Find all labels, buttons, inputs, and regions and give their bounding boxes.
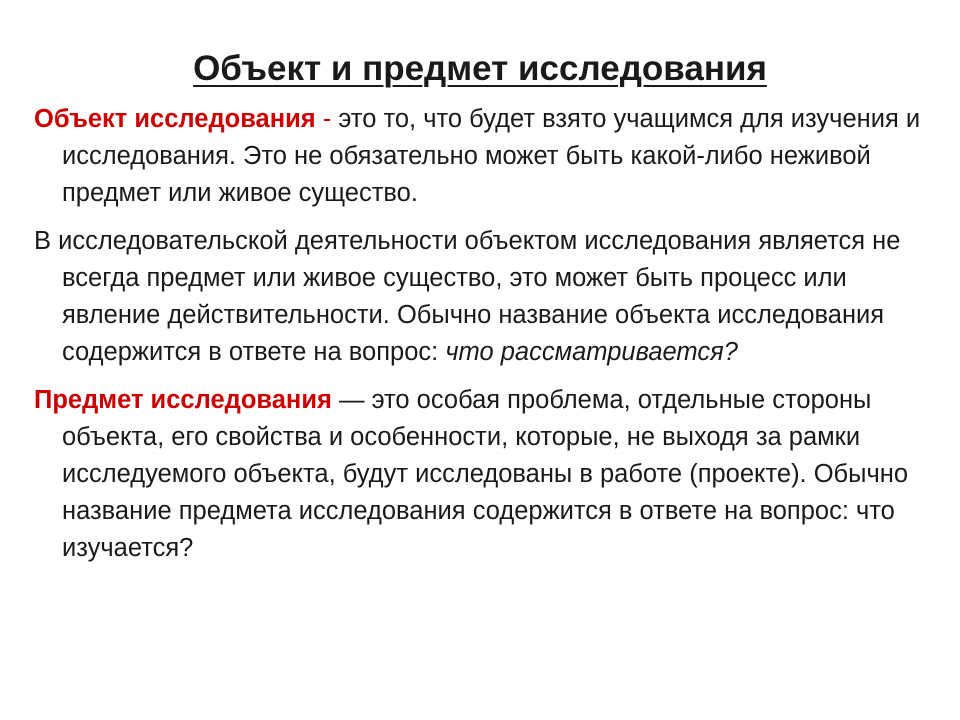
paragraph-object-definition [34, 101, 934, 212]
paragraph-text: В исследовательской деятельности объектом исследования является не всегда предмет или живое существо, это может быть процесс или явление действительности. Обычно название объекта исследования содержится в ответе на вопрос: [34, 227, 901, 366]
separator-emdash: — [331, 386, 372, 414]
question-italic: что рассматривается? [445, 338, 738, 366]
slide-content [34, 101, 934, 578]
term-object: Объект исследования [34, 105, 316, 133]
paragraph-object-explanation [34, 223, 934, 371]
paragraph-text: это то, что будет взято учащимся для изучения и исследования. Это не обязательно может быть какой-либо неживой предмет или живое существо. [62, 105, 921, 207]
separator-dash: - [315, 105, 339, 133]
term-subject: Предмет исследования [34, 386, 332, 414]
slide-title: Объект и предмет исследования [193, 49, 767, 88]
paragraph-subject-definition [34, 382, 934, 567]
paragraph-text: это особая проблема, отдельные стороны объекта, его свойства и особенности, которые, не выходя за рамки исследуемого объекта, будут исследованы в работе (проекте). Обычно название предмета исследования содержится в ответе на вопрос: что изучается? [62, 386, 909, 562]
